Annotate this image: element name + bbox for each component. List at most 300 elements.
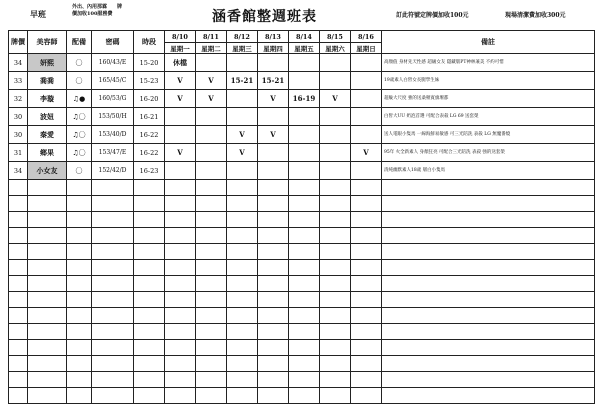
empty-cell	[382, 324, 595, 340]
stylist-name-cell: 小女友	[28, 162, 67, 180]
empty-cell	[351, 292, 382, 308]
day-weekday: 星期六	[320, 43, 351, 54]
empty-cell	[351, 372, 382, 388]
empty-cell	[258, 244, 289, 260]
day-cell	[351, 162, 382, 180]
empty-cell	[28, 260, 67, 276]
empty-cell	[92, 372, 134, 388]
day-cell	[351, 90, 382, 108]
day-cell: V	[258, 90, 289, 108]
service-fee-note	[72, 4, 122, 18]
shift-label: 早班	[30, 9, 46, 19]
empty-row	[9, 196, 595, 212]
empty-cell	[196, 196, 227, 212]
empty-cell	[289, 260, 320, 276]
empty-cell	[289, 388, 320, 404]
day-cell: V	[165, 144, 196, 162]
day-cell	[351, 72, 382, 90]
empty-cell	[134, 196, 165, 212]
day-cell	[196, 144, 227, 162]
empty-cell	[227, 212, 258, 228]
day-cell: 15-21	[227, 72, 258, 90]
table-row	[9, 144, 595, 162]
empty-cell	[196, 372, 227, 388]
day-cell	[289, 162, 320, 180]
empty-cell	[92, 244, 134, 260]
empty-row	[9, 292, 595, 308]
empty-cell	[67, 260, 92, 276]
empty-cell	[165, 324, 196, 340]
day-cell: V	[258, 126, 289, 144]
day-date: 8/13	[258, 31, 289, 43]
day-cell	[165, 108, 196, 126]
empty-cell	[382, 276, 595, 292]
empty-cell	[28, 340, 67, 356]
empty-cell	[227, 388, 258, 404]
day-cell	[196, 108, 227, 126]
empty-cell	[9, 180, 28, 196]
empty-cell	[320, 228, 351, 244]
empty-cell	[165, 260, 196, 276]
empty-cell	[351, 356, 382, 372]
day-cell: 15-21	[258, 72, 289, 90]
empty-cell	[351, 196, 382, 212]
stylist-name-cell: 秦愛	[28, 126, 67, 144]
empty-cell	[351, 228, 382, 244]
empty-cell	[320, 340, 351, 356]
stylist-name-cell: 妍熙	[28, 54, 67, 72]
card-price-cell: 34	[9, 162, 28, 180]
empty-cell	[165, 228, 196, 244]
table-row	[9, 72, 595, 90]
day-date: 8/14	[289, 31, 320, 43]
empty-cell	[227, 356, 258, 372]
empty-cell	[134, 324, 165, 340]
day-weekday: 星期三	[227, 43, 258, 54]
match-cell: ♫〇	[67, 144, 92, 162]
empty-cell	[227, 340, 258, 356]
empty-cell	[227, 276, 258, 292]
remark-cell: 白皙大UU 奶泡首選 可配合表殺 LG 69 送套榮	[382, 108, 595, 126]
day-cell	[258, 54, 289, 72]
empty-cell	[196, 340, 227, 356]
remark-cell: 19歲素人白皙女長腿學生妹	[382, 72, 595, 90]
day-cell: 16-19	[289, 90, 320, 108]
empty-cell	[382, 244, 595, 260]
day-cell	[196, 126, 227, 144]
empty-cell	[258, 196, 289, 212]
col-code: 密碼	[92, 31, 134, 54]
empty-cell	[9, 212, 28, 228]
empty-cell	[382, 340, 595, 356]
empty-cell	[134, 212, 165, 228]
day-cell	[289, 72, 320, 90]
empty-cell	[67, 356, 92, 372]
day-cell: V	[196, 90, 227, 108]
empty-cell	[258, 324, 289, 340]
empty-cell	[289, 244, 320, 260]
empty-cell	[351, 340, 382, 356]
remark-cell: 超級大尺度 強的送桑頓賓旗堰都	[382, 90, 595, 108]
empty-cell	[382, 308, 595, 324]
empty-cell	[9, 372, 28, 388]
empty-cell	[67, 372, 92, 388]
match-cell: 〇	[67, 54, 92, 72]
empty-cell	[165, 212, 196, 228]
empty-cell	[196, 244, 227, 260]
empty-cell	[227, 372, 258, 388]
code-cell: 153/47/E	[92, 144, 134, 162]
empty-cell	[134, 340, 165, 356]
empty-cell	[196, 212, 227, 228]
empty-cell	[28, 244, 67, 260]
remark-cell: 清純幽默素人18歲 層白小隻馬	[382, 162, 595, 180]
empty-cell	[9, 276, 28, 292]
empty-cell	[9, 260, 28, 276]
empty-cell	[227, 180, 258, 196]
empty-cell	[165, 372, 196, 388]
empty-cell	[320, 276, 351, 292]
empty-cell	[227, 244, 258, 260]
empty-cell	[258, 228, 289, 244]
empty-cell	[165, 244, 196, 260]
empty-cell	[9, 228, 28, 244]
empty-cell	[289, 276, 320, 292]
match-cell: ♫〇	[67, 108, 92, 126]
day-cell	[165, 162, 196, 180]
day-cell	[320, 126, 351, 144]
day-cell	[227, 162, 258, 180]
empty-cell	[28, 180, 67, 196]
empty-cell	[196, 308, 227, 324]
empty-cell	[227, 308, 258, 324]
empty-cell	[196, 356, 227, 372]
empty-cell	[9, 308, 28, 324]
sheet-header	[0, 0, 600, 30]
empty-cell	[382, 228, 595, 244]
code-cell: 165/45/C	[92, 72, 134, 90]
empty-cell	[67, 276, 92, 292]
day-cell	[351, 108, 382, 126]
slot-cell: 16-22	[134, 144, 165, 162]
day-cell	[289, 54, 320, 72]
table-row	[9, 54, 595, 72]
code-cell: 153/50/H	[92, 108, 134, 126]
empty-cell	[382, 372, 595, 388]
empty-cell	[289, 372, 320, 388]
empty-cell	[165, 180, 196, 196]
day-cell: V	[196, 72, 227, 90]
symbol-fee-note: 訂此符號定牌價加收100元	[396, 12, 469, 19]
slot-cell: 15-23	[134, 72, 165, 90]
empty-cell	[165, 356, 196, 372]
empty-cell	[92, 260, 134, 276]
empty-cell	[92, 308, 134, 324]
slot-cell: 16-22	[134, 126, 165, 144]
day-cell	[320, 108, 351, 126]
day-date: 8/15	[320, 31, 351, 43]
empty-cell	[67, 180, 92, 196]
table-row	[9, 162, 595, 180]
code-cell: 152/42/D	[92, 162, 134, 180]
empty-row	[9, 356, 595, 372]
empty-cell	[67, 196, 92, 212]
card-price-cell: 30	[9, 126, 28, 144]
empty-cell	[92, 388, 134, 404]
empty-cell	[320, 212, 351, 228]
stylist-name-cell: 李璇	[28, 90, 67, 108]
empty-cell	[165, 292, 196, 308]
empty-cell	[92, 340, 134, 356]
match-cell: ♫●	[67, 90, 92, 108]
empty-cell	[196, 180, 227, 196]
schedule-body	[9, 54, 595, 404]
day-date: 8/10	[165, 31, 196, 43]
empty-cell	[351, 260, 382, 276]
match-cell: ♫〇	[67, 126, 92, 144]
empty-row	[9, 180, 595, 196]
empty-cell	[320, 292, 351, 308]
empty-cell	[289, 212, 320, 228]
day-cell	[320, 54, 351, 72]
empty-cell	[134, 308, 165, 324]
empty-cell	[382, 388, 595, 404]
empty-cell	[67, 292, 92, 308]
empty-cell	[382, 260, 595, 276]
empty-row	[9, 308, 595, 324]
empty-cell	[165, 340, 196, 356]
empty-cell	[9, 324, 28, 340]
empty-cell	[92, 228, 134, 244]
day-cell: V	[227, 126, 258, 144]
empty-cell	[165, 276, 196, 292]
empty-cell	[67, 212, 92, 228]
code-cell: 153/40/D	[92, 126, 134, 144]
empty-cell	[289, 340, 320, 356]
empty-row	[9, 244, 595, 260]
empty-cell	[351, 308, 382, 324]
day-cell: V	[227, 144, 258, 162]
empty-cell	[258, 340, 289, 356]
day-date: 8/16	[351, 31, 382, 43]
empty-cell	[382, 196, 595, 212]
empty-cell	[196, 276, 227, 292]
slot-cell: 16-23	[134, 162, 165, 180]
empty-cell	[92, 212, 134, 228]
day-weekday: 星期五	[289, 43, 320, 54]
day-cell	[165, 126, 196, 144]
empty-cell	[320, 244, 351, 260]
page-title: 涵香館整週班表	[212, 9, 317, 25]
empty-cell	[165, 388, 196, 404]
day-cell	[196, 54, 227, 72]
empty-cell	[320, 372, 351, 388]
day-cell	[196, 162, 227, 180]
day-cell	[227, 108, 258, 126]
remark-cell: 送人電眼小隻馬 一線海鮮易敏感 可三光陪洗 表殺 LG 無魔番燒	[382, 126, 595, 144]
remark-cell: 高顏值 身材先天性感 超級女友 隱藏版PT神林兼美 不約可惜	[382, 54, 595, 72]
schedule-table	[8, 30, 595, 404]
empty-cell	[382, 356, 595, 372]
empty-cell	[67, 308, 92, 324]
day-date: 8/11	[196, 31, 227, 43]
empty-cell	[258, 212, 289, 228]
empty-cell	[9, 388, 28, 404]
empty-cell	[258, 292, 289, 308]
day-cell	[227, 54, 258, 72]
day-date: 8/12	[227, 31, 258, 43]
empty-cell	[28, 196, 67, 212]
table-row	[9, 90, 595, 108]
empty-cell	[289, 308, 320, 324]
day-cell: V	[165, 90, 196, 108]
empty-cell	[28, 292, 67, 308]
day-weekday: 星期二	[196, 43, 227, 54]
day-cell: V	[320, 90, 351, 108]
empty-cell	[92, 276, 134, 292]
stylist-name-cell: 波妞	[28, 108, 67, 126]
day-cell	[351, 54, 382, 72]
empty-cell	[134, 180, 165, 196]
header-row-dates	[9, 31, 595, 43]
empty-cell	[165, 308, 196, 324]
empty-cell	[92, 292, 134, 308]
empty-cell	[227, 324, 258, 340]
col-card-price: 牌價	[9, 31, 28, 54]
empty-cell	[289, 180, 320, 196]
empty-cell	[289, 324, 320, 340]
empty-row	[9, 324, 595, 340]
empty-cell	[351, 244, 382, 260]
day-cell	[289, 108, 320, 126]
stylist-name-cell: 喬喬	[28, 72, 67, 90]
empty-cell	[196, 228, 227, 244]
cleaning-fee-note: 現場清潔費加收300元	[505, 12, 566, 19]
empty-cell	[28, 356, 67, 372]
empty-cell	[165, 196, 196, 212]
empty-cell	[196, 260, 227, 276]
empty-cell	[134, 244, 165, 260]
empty-cell	[28, 276, 67, 292]
day-cell	[258, 108, 289, 126]
day-cell: V	[351, 144, 382, 162]
empty-row	[9, 276, 595, 292]
empty-cell	[9, 196, 28, 212]
empty-cell	[9, 356, 28, 372]
empty-cell	[320, 260, 351, 276]
remark-cell: 95年 火全新素人 身顏狂亮 可配合三光陪洗 表殺 強的送套榮	[382, 144, 595, 162]
empty-cell	[351, 276, 382, 292]
empty-cell	[196, 292, 227, 308]
empty-cell	[227, 196, 258, 212]
empty-cell	[92, 180, 134, 196]
col-slot: 時段	[134, 31, 165, 54]
empty-cell	[134, 388, 165, 404]
card-price-cell: 30	[9, 108, 28, 126]
empty-cell	[289, 292, 320, 308]
empty-row	[9, 212, 595, 228]
empty-cell	[258, 276, 289, 292]
day-weekday: 星期四	[258, 43, 289, 54]
empty-cell	[289, 356, 320, 372]
empty-cell	[227, 292, 258, 308]
empty-row	[9, 228, 595, 244]
table-row	[9, 108, 595, 126]
empty-cell	[258, 180, 289, 196]
col-stylist: 美容師	[28, 31, 67, 54]
empty-cell	[382, 212, 595, 228]
empty-cell	[320, 324, 351, 340]
empty-cell	[28, 324, 67, 340]
empty-cell	[134, 260, 165, 276]
card-price-cell: 32	[9, 90, 28, 108]
empty-cell	[320, 308, 351, 324]
empty-cell	[320, 180, 351, 196]
empty-cell	[289, 228, 320, 244]
card-price-cell: 34	[9, 54, 28, 72]
empty-cell	[92, 324, 134, 340]
empty-cell	[258, 260, 289, 276]
card-price-cell: 33	[9, 72, 28, 90]
empty-cell	[227, 260, 258, 276]
empty-cell	[196, 324, 227, 340]
empty-cell	[258, 308, 289, 324]
day-cell	[258, 162, 289, 180]
service-fee-note-line1: 外出、內用那霖 牌	[72, 4, 123, 10]
service-fee-note-line2: 價加收100服務費	[72, 11, 113, 17]
match-cell: 〇	[67, 72, 92, 90]
empty-cell	[28, 388, 67, 404]
empty-cell	[9, 340, 28, 356]
empty-cell	[258, 356, 289, 372]
empty-cell	[289, 196, 320, 212]
empty-cell	[28, 308, 67, 324]
empty-cell	[320, 356, 351, 372]
day-cell	[320, 144, 351, 162]
empty-cell	[320, 196, 351, 212]
day-cell	[351, 126, 382, 144]
empty-cell	[134, 228, 165, 244]
empty-cell	[134, 292, 165, 308]
day-cell: V	[165, 72, 196, 90]
day-weekday: 星期一	[165, 43, 196, 54]
empty-row	[9, 260, 595, 276]
empty-row	[9, 372, 595, 388]
stylist-name-cell: 鄉果	[28, 144, 67, 162]
empty-cell	[92, 356, 134, 372]
match-cell: 〇	[67, 162, 92, 180]
empty-cell	[196, 388, 227, 404]
day-cell	[320, 162, 351, 180]
empty-cell	[320, 388, 351, 404]
day-cell: 休檔	[165, 54, 196, 72]
empty-cell	[382, 180, 595, 196]
empty-cell	[134, 372, 165, 388]
slot-cell: 16-20	[134, 90, 165, 108]
slot-cell: 16-21	[134, 108, 165, 126]
col-match: 配備	[67, 31, 92, 54]
empty-cell	[382, 292, 595, 308]
empty-cell	[9, 244, 28, 260]
code-cell: 160/43/E	[92, 54, 134, 72]
day-cell	[227, 90, 258, 108]
empty-cell	[134, 356, 165, 372]
empty-cell	[258, 372, 289, 388]
empty-cell	[134, 276, 165, 292]
empty-cell	[227, 228, 258, 244]
empty-cell	[28, 372, 67, 388]
empty-cell	[67, 324, 92, 340]
